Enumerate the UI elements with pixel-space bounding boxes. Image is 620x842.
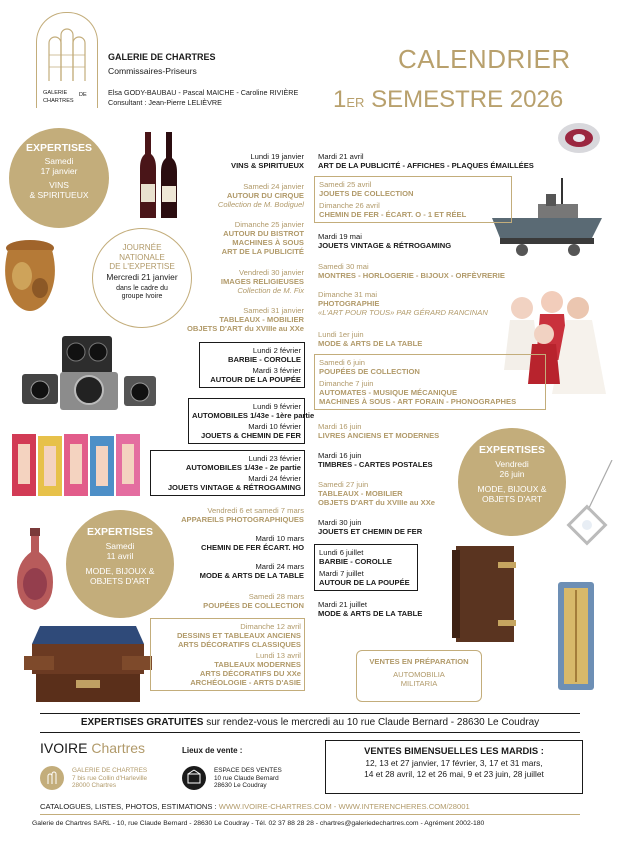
sale-date: Samedi 31 janvier (243, 306, 304, 315)
sale-date: Vendredi 30 janvier (238, 268, 304, 277)
bimensuel-title: VENTES BIMENSUELLES LES MARDIS : (364, 745, 544, 756)
sale-date: Lundi 2 février (252, 346, 301, 355)
sale-date: Mardi 30 juin (318, 518, 362, 527)
sale-title: POUPÉES DE COLLECTION (203, 601, 304, 610)
sale-title: MODE & ARTS DE LA TABLE (318, 339, 423, 348)
circle-topic: MODE, BIJOUX & (85, 566, 155, 576)
catalogues-line (40, 802, 470, 811)
sale-entry (231, 152, 304, 170)
title-semester: SEMESTRE 2026 (364, 86, 564, 113)
footer-divider (40, 814, 580, 815)
sale-date: Dimanche 25 janvier (234, 220, 304, 229)
sale-title: BARBIE - COROLLE (319, 557, 392, 566)
circle-topic: VINS (49, 180, 69, 190)
sale-title: ARTS DÉCORATIFS DU XXe (199, 669, 301, 678)
circle-day: Samedi (105, 541, 135, 551)
sale-title: POUPÉES DE COLLECTION (319, 367, 420, 376)
sale-title: OBJETS D'ART du XVIIIe au XXe (318, 498, 436, 507)
sale-date: Mardi 7 juillet (319, 569, 364, 578)
preparation-item: AUTOMOBILIA (393, 670, 445, 679)
sale-title: APPAREILS PHOTOGRAPHIQUES (181, 515, 304, 524)
legal-line: Galerie de Chartres SARL - 10, rue Claude Bernard - 28630 Le Coudray - Tél. 02 37 88 28 28 - chartres@galeriedechartres.com - Agrément 2002-180 (32, 820, 485, 827)
sale-date: Mardi 21 juillet (318, 600, 367, 609)
circle-topic: MODE, BIJOUX & (477, 484, 547, 494)
gallery-name: GALERIE DE CHARTRES (108, 52, 216, 62)
preparation-title: VENTES EN PRÉPARATION (369, 657, 469, 666)
sale-note: Collection de M. Bodiguel (217, 200, 304, 209)
sale-entry (318, 290, 488, 317)
circle-date: 26 juin (499, 469, 525, 479)
sale-date: Samedi 25 avril (319, 180, 372, 189)
sale-entry-box (314, 354, 546, 410)
sale-date: Mardi 10 mars (255, 534, 304, 543)
sale-title: CHEMIN DE FER - ÉCART. O - 1 ET RÉEL (319, 210, 467, 219)
gallery-place (72, 767, 147, 790)
websites-link[interactable]: WWW.IVOIRE-CHARTRES.COM - WWW.INTERENCHERES.COM/28001 (218, 802, 470, 811)
sale-note: «L'ART POUR TOUS» PAR GÉRARD RANCINAN (318, 308, 488, 317)
sale-entry-box (314, 544, 418, 591)
sale-entry (318, 152, 534, 170)
sale-title: AUTOUR DU CIRQUE (226, 191, 304, 200)
sale-entry (318, 518, 422, 536)
sale-entry-box (314, 176, 512, 223)
circle-title: EXPERTISES (87, 526, 153, 538)
preparation-box (356, 650, 482, 702)
place-name: ESPACE DES VENTES (214, 767, 282, 774)
sale-entry (203, 592, 304, 610)
sale-title: TIMBRES - CARTES POSTALES (318, 460, 433, 469)
sale-entry (187, 306, 304, 333)
lieux-label: Lieux de vente : (182, 746, 243, 755)
gallery-logo (36, 12, 98, 108)
sale-title: PHOTOGRAPHIE (318, 299, 380, 308)
sale-entry (318, 600, 422, 618)
title-suffix: ER (346, 95, 365, 110)
circle-topic-2: OBJETS D'ART (89, 576, 151, 586)
sale-title: TABLEAUX - MOBILIER (318, 489, 403, 498)
circle-title: EXPERTISES (26, 142, 92, 154)
sale-entry-box (150, 618, 305, 691)
journee-line-3: DE L'EXPERTISE (109, 262, 175, 271)
sale-date: Samedi 30 mai (318, 262, 369, 271)
journee-note-1: dans le cadre du (116, 284, 168, 292)
old-book-image (450, 544, 520, 644)
sale-title: AUTOMOBILES 1/43e - 1ère partie (192, 411, 315, 420)
brooch-image (556, 120, 602, 156)
circle-day: Vendredi (495, 459, 529, 469)
pendant-necklace-image (562, 460, 614, 552)
sale-entry (222, 220, 304, 256)
expertise-circle-june (458, 428, 566, 536)
sale-date: Samedi 27 juin (318, 480, 369, 489)
sale-date: Mardi 16 juin (318, 422, 362, 431)
sale-date: Mardi 24 mars (255, 562, 304, 571)
title-number: 1 (333, 86, 347, 113)
brand-ivoire: IVOIRE (40, 740, 88, 756)
wine-bottles-image (134, 128, 184, 220)
espace-ventes-icon (182, 766, 206, 790)
sale-title: MONTRES - HORLOGERIE - BIJOUX - ORFÈVRERIE (318, 271, 505, 280)
glass-carafe-image (12, 528, 58, 612)
enamel-bracelet-image (552, 580, 600, 692)
sale-title: ARCHÉOLOGIE - ARTS D'ASIE (190, 678, 301, 687)
journee-date: Mercredi 21 janvier (106, 271, 178, 282)
expertise-circle-april (66, 510, 174, 618)
sale-date: Mardi 24 février (248, 474, 301, 483)
place-street: 7 bis rue Collin d'Harleville (72, 774, 148, 782)
sale-title: TABLEAUX - MOBILIER (219, 315, 304, 324)
sale-date: Dimanche 31 mai (318, 290, 378, 299)
sale-date: Lundi 13 avril (255, 651, 301, 660)
sale-entry (318, 422, 439, 440)
sale-entry-box (150, 450, 305, 496)
sale-title: MACHINES À SOUS - ART FORAIN - PHONOGRAPHES (319, 397, 517, 406)
espace-ventes-place (214, 767, 282, 790)
sale-title: JOUETS & CHEMIN DE FER (201, 431, 301, 440)
sale-entry (318, 262, 505, 280)
sale-date: Dimanche 12 avril (240, 622, 301, 631)
sale-date: Samedi 28 mars (248, 592, 304, 601)
logo-text-3: CHARTRES (43, 98, 74, 104)
sale-date: Dimanche 7 juin (319, 379, 374, 388)
circle-date: 17 janvier (40, 166, 78, 176)
free-expertise-label: EXPERTISES GRATUITES (80, 717, 204, 728)
sale-date: Mardi 21 avril (318, 152, 364, 161)
sale-date: Dimanche 26 avril (319, 201, 380, 210)
dolls-boxes-image (12, 432, 142, 498)
sale-title: MACHINES À SOUS (232, 238, 304, 247)
sale-title: AUTOMOBILES 1/43e - 2e partie (185, 463, 301, 472)
sale-title: MODE & ARTS DE LA TABLE (199, 571, 304, 580)
place-city: 28000 Chartres (72, 782, 117, 790)
page-title: CALENDRIER (398, 44, 571, 74)
free-expertise-banner (0, 717, 620, 728)
sale-date: Lundi 9 février (252, 402, 301, 411)
bimensuel-dates-2: 14 et 28 avril, 12 et 26 mai, 9 et 23 juin, 28 juillet (364, 769, 544, 779)
circle-day: Samedi (44, 156, 74, 166)
gallery-subtitle: Commissaires-Priseurs (108, 66, 197, 76)
sale-title: JOUETS VINTAGE & RÉTROGAMING (167, 483, 301, 492)
sale-date: Mardi 3 février (252, 366, 301, 375)
sale-entry (201, 534, 304, 552)
bimensuel-sales-box (325, 740, 583, 794)
preparation-item: MILITARIA (400, 679, 438, 688)
divider-bottom (40, 732, 580, 733)
logo-text-2: DE (79, 92, 87, 98)
journee-expertise-circle (92, 228, 192, 328)
sale-date: Lundi 19 janvier (250, 152, 304, 161)
sale-title: ART DE LA PUBLICITÉ - AFFICHES - PLAQUES ÉMAILLÉES (318, 161, 534, 170)
sale-entry (221, 268, 304, 295)
sale-title: AUTOUR DU BISTROT (223, 229, 304, 238)
sale-title: AUTOUR DE LA POUPÉE (210, 375, 301, 384)
sale-date: Mardi 19 mai (318, 232, 362, 241)
sale-entry (318, 451, 433, 469)
sale-title: MODE & ARTS DE LA TABLE (318, 609, 423, 618)
sale-title: ARTS DÉCORATIFS CLASSIQUES (177, 640, 301, 649)
page-subtitle (333, 86, 563, 114)
sale-title: TABLEAUX MODERNES (214, 660, 301, 669)
journee-note-2: groupe Ivoire (121, 293, 163, 300)
wooden-box-image (20, 620, 154, 708)
sale-title: JOUETS VINTAGE & RÉTROGAMING (318, 241, 452, 250)
cathedral-windows-icon (36, 21, 98, 85)
circle-topic-2: OBJETS D'ART (481, 494, 543, 504)
sale-date: Mardi 10 février (248, 422, 301, 431)
expertise-circle-january (9, 128, 109, 228)
sale-title: JOUETS ET CHEMIN DE FER (318, 527, 423, 536)
sale-title: AUTOMATES - MUSIQUE MÉCANIQUE (319, 388, 458, 397)
sale-entry (318, 232, 451, 250)
divider-top (40, 713, 580, 714)
place-name: GALERIE DE CHARTRES (72, 767, 148, 774)
sale-date: Vendredi 6 et samedi 7 mars (207, 506, 304, 515)
sale-title: JOUETS DE COLLECTION (319, 189, 414, 198)
journee-line-1: JOURNÉE (122, 243, 162, 252)
brand-chartres: Chartres (87, 740, 146, 756)
logo-text-1: GALERIE (43, 90, 68, 96)
sale-entry (181, 506, 304, 524)
sale-entry-box (199, 342, 305, 388)
gallery-place-icon (40, 766, 64, 790)
circle-date: 11 avril (106, 551, 134, 561)
sale-entry (318, 480, 435, 507)
sale-title: OBJETS D'ART du XVIIIe au XXe (186, 324, 304, 333)
vase-image (0, 236, 60, 320)
circle-title: EXPERTISES (479, 444, 545, 456)
sale-date: Lundi 23 février (248, 454, 301, 463)
sale-title: IMAGES RELIGIEUSES (220, 277, 304, 286)
sale-date: Samedi 6 juin (319, 358, 366, 367)
brand-name (40, 740, 145, 756)
consultant: Consultant : Jean-Pierre LELIÈVRE (108, 98, 222, 107)
journee-line-2: NATIONALE (119, 252, 165, 262)
auctioneers: Elsa GODY-BAUBAU - Pascal MAICHE - Caroline RIVIÈRE (108, 88, 299, 97)
sale-title: ART DE LA PUBLICITÉ (221, 247, 304, 256)
place-street: 10 rue Claude Bernard (214, 774, 279, 782)
sale-entry (218, 182, 304, 209)
sale-date: Samedi 24 janvier (243, 182, 304, 191)
free-expertise-details: sur rendez-vous le mercredi au 10 rue Claude Bernard - 28630 Le Coudray (203, 717, 540, 728)
sale-entry (318, 330, 422, 348)
sale-title: AUTOUR DE LA POUPÉE (319, 578, 410, 587)
bimensuel-dates-1: 12, 13 et 27 janvier, 17 février, 3, 17 et 31 mars, (365, 758, 543, 768)
catalogues-label: CATALOGUES, LISTES, PHOTOS, ESTIMATIONS : (40, 802, 219, 811)
sale-title: BARBIE - COROLLE (228, 355, 301, 364)
sale-note: Collection de M. Fix (237, 286, 304, 295)
circle-topic-2: & SPIRITUEUX (29, 190, 89, 200)
sale-date: Lundi 1er juin (318, 330, 364, 339)
sale-date: Mardi 16 juin (318, 451, 362, 460)
sale-date: Lundi 6 juillet (319, 548, 364, 557)
sale-title: LIVRES ANCIENS ET MODERNES (318, 431, 440, 440)
cameras-image (12, 332, 160, 414)
sale-title: DESSINS ET TABLEAUX ANCIENS (176, 631, 301, 640)
sale-entry-box (188, 398, 315, 444)
place-city: 28630 Le Coudray (214, 782, 267, 790)
sale-title: CHEMIN DE FER ÉCART. HO (201, 543, 304, 552)
sale-entry (200, 562, 304, 580)
sale-title: VINS & SPIRITUEUX (231, 161, 304, 170)
